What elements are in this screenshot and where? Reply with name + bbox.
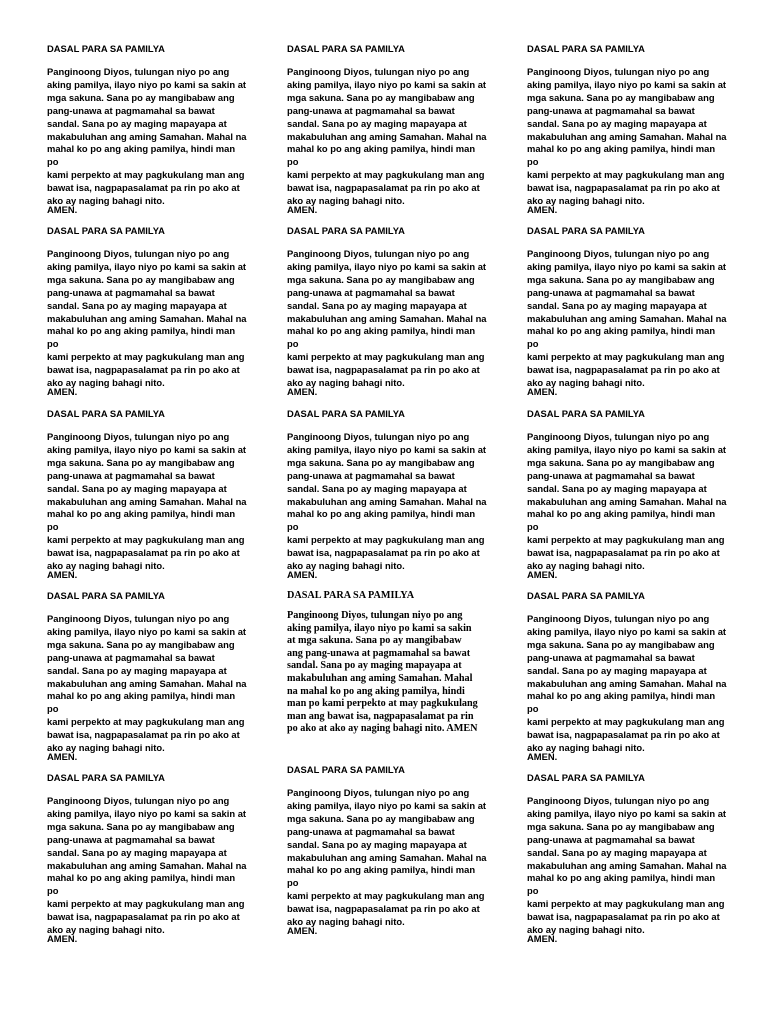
prayer-text: Panginoong Diyos, tulungan niyo po ang aking pamilya, ilayo niyo po kami sa sakin at mga sakuna. Sana po ay mangibabaw ang pang-unawa at pagmamahal sa bawat sandal. Sana po ay maging mapayapa at makabuluhan ang aming Samahan. Mahal na mahal ko po ang aking pamilya, hindi man po kami perpekto at may pagkukulang man ang bawat isa, nagpapasalamat pa rin po ako at ako ay naging bahagi nito.: [47, 795, 247, 936]
prayer-text: Panginoong Diyos, tulungan niyo po ang aking pamilya, ilayo niyo po kami sa sakin at mga sakuna. Sana po ay mangibabaw ang pang-unawa at pagmamahal sa bawat sandal. Sana po ay maging mapayapa at makabuluhan ang aming Samahan. Mahal na mahal ko po ang aking pamilya, hindi man po kami perpekto at may pagkukulang man ang bawat isa, nagpapasalamat pa rin po ako at ako ay naging bahagi nito. AMEN: [287, 610, 478, 735]
prayer-title: DASAL PARA SA PAMILYA: [527, 772, 645, 783]
prayer-text: Panginoong Diyos, tulungan niyo po ang aking pamilya, ilayo niyo po kami sa sakin at mga sakuna. Sana po ay mangibabaw ang pang-unawa at pagmamahal sa bawat sandal. Sana po ay maging mapayapa at makabuluhan ang aming Samahan. Mahal na mahal ko po ang aking pamilya, hindi man po kami perpekto at may pagkukulang man ang bawat isa, nagpapasalamat pa rin po ako at ako ay naging bahagi nito.: [527, 248, 727, 389]
amen-label: AMEN.: [527, 204, 558, 215]
prayer-text: Panginoong Diyos, tulungan niyo po ang aking pamilya, ilayo niyo po kami sa sakin at mga sakuna. Sana po ay mangibabaw ang pang-unawa at pagmamahal sa bawat sandal. Sana po ay maging mapayapa at makabuluhan ang aming Samahan. Mahal na mahal ko po ang aking pamilya, hindi man po kami perpekto at may pagkukulang man ang bawat isa, nagpapasalamat pa rin po ako at ako ay naging bahagi nito.: [527, 613, 727, 754]
prayer-text: Panginoong Diyos, tulungan niyo po ang aking pamilya, ilayo niyo po kami sa sakin at mga sakuna. Sana po ay mangibabaw ang pang-unawa at pagmamahal sa bawat sandal. Sana po ay maging mapayapa at makabuluhan ang aming Samahan. Mahal na mahal ko po ang aking pamilya, hindi man po kami perpekto at may pagkukulang man ang bawat isa, nagpapasalamat pa rin po ako at ako ay naging bahagi nito.: [287, 787, 487, 928]
prayer-text: Panginoong Diyos, tulungan niyo po ang aking pamilya, ilayo niyo po kami sa sakin at mga sakuna. Sana po ay mangibabaw ang pang-unawa at pagmamahal sa bawat sandal. Sana po ay maging mapayapa at makabuluhan ang aming Samahan. Mahal na mahal ko po ang aking pamilya, hindi man po kami perpekto at may pagkukulang man ang bawat isa, nagpapasalamat pa rin po ako at ako ay naging bahagi nito.: [47, 248, 247, 389]
amen-label: AMEN.: [527, 569, 558, 580]
prayer-title: DASAL PARA SA PAMILYA: [47, 225, 165, 236]
prayer-text: Panginoong Diyos, tulungan niyo po ang aking pamilya, ilayo niyo po kami sa sakin at mga sakuna. Sana po ay mangibabaw ang pang-unawa at pagmamahal sa bawat sandal. Sana po ay maging mapayapa at makabuluhan ang aming Samahan. Mahal na mahal ko po ang aking pamilya, hindi man po kami perpekto at may pagkukulang man ang bawat isa, nagpapasalamat pa rin po ako at ako ay naging bahagi nito.: [527, 431, 727, 572]
amen-label: AMEN.: [287, 925, 318, 936]
amen-label: AMEN.: [47, 569, 78, 580]
amen-label: AMEN.: [527, 386, 558, 397]
prayer-title: DASAL PARA SA PAMILYA: [47, 43, 165, 54]
prayer-title: DASAL PARA SA PAMILYA: [527, 408, 645, 419]
prayer-text: Panginoong Diyos, tulungan niyo po ang aking pamilya, ilayo niyo po kami sa sakin at mga sakuna. Sana po ay mangibabaw ang pang-unawa at pagmamahal sa bawat sandal. Sana po ay maging mapayapa at makabuluhan ang aming Samahan. Mahal na mahal ko po ang aking pamilya, hindi man po kami perpekto at may pagkukulang man ang bawat isa, nagpapasalamat pa rin po ako at ako ay naging bahagi nito.: [287, 248, 487, 389]
prayer-title: DASAL PARA SA PAMILYA: [47, 590, 165, 601]
prayer-title: DASAL PARA SA PAMILYA: [527, 43, 645, 54]
prayer-title: DASAL PARA SA PAMILYA: [287, 43, 405, 54]
prayer-text: Panginoong Diyos, tulungan niyo po ang aking pamilya, ilayo niyo po kami sa sakin at mga sakuna. Sana po ay mangibabaw ang pang-unawa at pagmamahal sa bawat sandal. Sana po ay maging mapayapa at makabuluhan ang aming Samahan. Mahal na mahal ko po ang aking pamilya, hindi man po kami perpekto at may pagkukulang man ang bawat isa, nagpapasalamat pa rin po ako at ako ay naging bahagi nito.: [287, 431, 487, 572]
prayer-title: DASAL PARA SA PAMILYA: [527, 225, 645, 236]
amen-label: AMEN.: [47, 204, 78, 215]
amen-label: AMEN.: [47, 933, 78, 944]
amen-label: AMEN.: [287, 386, 318, 397]
prayer-text: Panginoong Diyos, tulungan niyo po ang aking pamilya, ilayo niyo po kami sa sakin at mga sakuna. Sana po ay mangibabaw ang pang-unawa at pagmamahal sa bawat sandal. Sana po ay maging mapayapa at makabuluhan ang aming Samahan. Mahal na mahal ko po ang aking pamilya, hindi man po kami perpekto at may pagkukulang man ang bawat isa, nagpapasalamat pa rin po ako at ako ay naging bahagi nito.: [287, 66, 487, 207]
amen-label: AMEN.: [527, 933, 558, 944]
prayer-title: DASAL PARA SA PAMILYA: [47, 772, 165, 783]
prayer-text: Panginoong Diyos, tulungan niyo po ang aking pamilya, ilayo niyo po kami sa sakin at mga sakuna. Sana po ay mangibabaw ang pang-unawa at pagmamahal sa bawat sandal. Sana po ay maging mapayapa at makabuluhan ang aming Samahan. Mahal na mahal ko po ang aking pamilya, hindi man po kami perpekto at may pagkukulang man ang bawat isa, nagpapasalamat pa rin po ako at ako ay naging bahagi nito.: [527, 66, 727, 207]
prayer-text: Panginoong Diyos, tulungan niyo po ang aking pamilya, ilayo niyo po kami sa sakin at mga sakuna. Sana po ay mangibabaw ang pang-unawa at pagmamahal sa bawat sandal. Sana po ay maging mapayapa at makabuluhan ang aming Samahan. Mahal na mahal ko po ang aking pamilya, hindi man po kami perpekto at may pagkukulang man ang bawat isa, nagpapasalamat pa rin po ako at ako ay naging bahagi nito.: [47, 431, 247, 572]
amen-label: AMEN.: [47, 386, 78, 397]
amen-label: AMEN.: [287, 569, 318, 580]
prayer-title: DASAL PARA SA PAMILYA: [287, 408, 405, 419]
prayer-title: DASAL PARA SA PAMILYA: [47, 408, 165, 419]
amen-label: AMEN.: [527, 751, 558, 762]
prayer-text: Panginoong Diyos, tulungan niyo po ang aking pamilya, ilayo niyo po kami sa sakin at mga sakuna. Sana po ay mangibabaw ang pang-unawa at pagmamahal sa bawat sandal. Sana po ay maging mapayapa at makabuluhan ang aming Samahan. Mahal na mahal ko po ang aking pamilya, hindi man po kami perpekto at may pagkukulang man ang bawat isa, nagpapasalamat pa rin po ako at ako ay naging bahagi nito.: [527, 795, 727, 936]
prayer-text: Panginoong Diyos, tulungan niyo po ang aking pamilya, ilayo niyo po kami sa sakin at mga sakuna. Sana po ay mangibabaw ang pang-unawa at pagmamahal sa bawat sandal. Sana po ay maging mapayapa at makabuluhan ang aming Samahan. Mahal na mahal ko po ang aking pamilya, hindi man po kami perpekto at may pagkukulang man ang bawat isa, nagpapasalamat pa rin po ako at ako ay naging bahagi nito.: [47, 66, 247, 207]
prayer-text: Panginoong Diyos, tulungan niyo po ang aking pamilya, ilayo niyo po kami sa sakin at mga sakuna. Sana po ay mangibabaw ang pang-unawa at pagmamahal sa bawat sandal. Sana po ay maging mapayapa at makabuluhan ang aming Samahan. Mahal na mahal ko po ang aking pamilya, hindi man po kami perpekto at may pagkukulang man ang bawat isa, nagpapasalamat pa rin po ako at ako ay naging bahagi nito.: [47, 613, 247, 754]
prayer-title: DASAL PARA SA PAMILYA: [527, 590, 645, 601]
prayer-title: DASAL PARA SA PAMILYA: [287, 590, 415, 601]
amen-label: AMEN.: [47, 751, 78, 762]
prayer-title: DASAL PARA SA PAMILYA: [287, 225, 405, 236]
prayer-title: DASAL PARA SA PAMILYA: [287, 764, 405, 775]
amen-label: AMEN.: [287, 204, 318, 215]
